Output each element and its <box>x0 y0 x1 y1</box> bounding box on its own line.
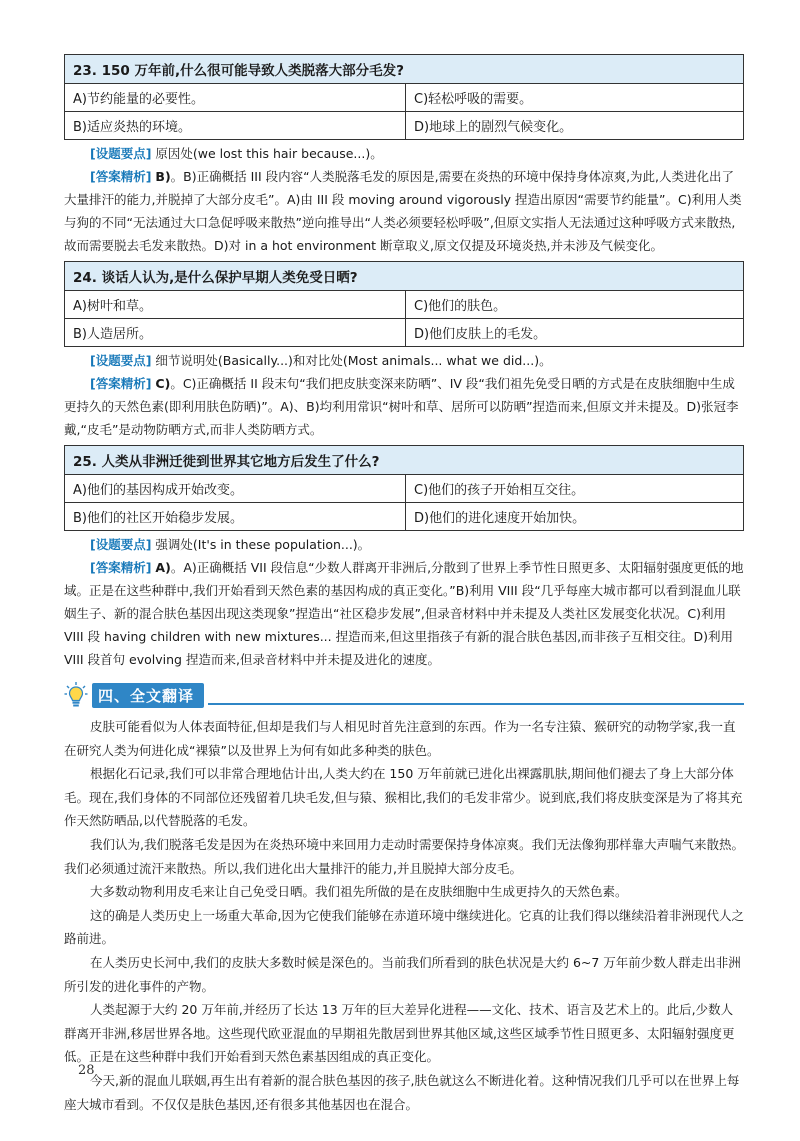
analysis-text: 。C)正确概括 II 段末句“我们把皮肤变深来防晒”、IV 段“我们祖先免受日晒的方式是在皮肤细胞中生成更持久的天然色素(即利用肤色防晒)”。A)、B)均利用常识“树叶和草、居所可以防晒”捏造而来,但原文并未提及。D)张冠李戴,“皮毛”是动物防晒方式,而非人类防晒方式。 <box>64 376 739 437</box>
analysis-answer: B) <box>155 169 171 184</box>
analysis-text: 。A)正确概括 VII 段信息“少数人群离开非洲后,分散到了世界上季节性日照更多、太阳辐射强度更低的地域。正是在这些种群中,我们开始看到天然色素的基因构成的真正变化。”B)利用 VIII 段“几乎每座大城市都可以看到混血儿联姻生子、新的混合肤色基因出现这类现象”捏造出“社区稳步发展”,但录音材料中并未提及人类社区发展变化状况。C)利用 VIII 段 having children with new mixtures... 捏造而来,但这里指孩子有新的混合肤色基因,而非孩子互相交往。D)利用 VIII 段首句 evolving 捏造而来,但录音材料中并未提及进化的速度。 <box>64 560 744 667</box>
section-divider <box>208 703 744 705</box>
question-24-title: 24. 谈话人认为,是什么保护早期人类免受日晒? <box>65 262 744 291</box>
analysis-answer: C) <box>155 376 171 391</box>
question-25-title: 25. 人类从非洲迁徙到世界其它地方后发生了什么? <box>65 446 744 475</box>
page-number: 28 <box>78 1063 95 1078</box>
translation-paragraph: 皮肤可能看似为人体表面特征,但却是我们与人相见时首先注意到的东西。作为一名专注猿、猴研究的动物学家,我一直在研究人类为何进化成“裸猿”以及世界上为何有如此多种类的肤色。 <box>64 719 736 758</box>
translation-paragraph: 大多数动物利用皮毛来让自己免受日晒。我们祖先所做的是在皮肤细胞中生成更持久的天然色素。 <box>90 884 628 900</box>
translation-paragraph: 人类起源于大约 20 万年前,并经历了长达 13 万年的巨大差异化进程——文化、技术、语言及艺术上的。此后,少数人群离开非洲,移居世界各地。这些现代欧亚混血的早期祖先散居到世界其他区域,这些区域季节性日照更多、太阳辐射强度更低。正是在这些种群中我们开始看到天然色素基因组成的真正变化。 <box>64 1002 735 1065</box>
analysis-answer: A) <box>155 560 171 575</box>
section-header <box>64 681 744 709</box>
option-d: D)地球上的剧烈气候变化。 <box>406 112 744 140</box>
point-label: [设题要点] <box>90 353 152 368</box>
translation-body <box>64 715 744 1116</box>
translation-paragraph: 我们认为,我们脱落毛发是因为在炎热环境中来回用力走动时需要保持身体凉爽。我们无法像狗那样靠大声喘气来散热。我们必须通过流汗来散热。所以,我们进化出大量排汗的能力,并且脱掉大部分皮毛。 <box>64 836 744 876</box>
analysis-text: 。B)正确概括 III 段内容“人类脱落毛发的原因是,需要在炎热的环境中保持身体凉爽,为此,人类进化出了大量排汗的能力,并脱掉了大部分皮毛”。A)由 III 段 moving around vigorously 捏造出原因“需要节约能量”。C)利用人类与狗的不同“无法通过大口急促呼吸来散热”逆向推导出“人类必须要轻松呼吸”,但原文实指人无法通过这种呼吸方式来散热,故而需要脱去毛发来散热。D)对 in a hot environment 断章取义,原文仅提及环境炎热,并未涉及气候变化。 <box>64 169 742 253</box>
question-23-title: 23. 150 万年前,什么很可能导致人类脱落大部分毛发? <box>65 55 744 84</box>
analysis-label: [答案精析] <box>90 376 152 391</box>
analysis-label: [答案精析] <box>90 560 152 575</box>
option-a: A)他们的基因构成开始改变。 <box>65 475 406 503</box>
question-23-table <box>64 54 744 140</box>
lightbulb-icon <box>64 681 88 709</box>
translation-paragraph: 根据化石记录,我们可以非常合理地估计出,人类大约在 150 万年前就已进化出裸露肌肤,期间他们褪去了身上大部分体毛。现在,我们身体的不同部位还残留着几块毛发,但与猿、猴相比,我们的毛发非常少。说到底,我们将皮肤变深是为了将其充作天然防晒品,以代替脱落的毛发。 <box>64 766 743 829</box>
option-c: C)轻松呼吸的需要。 <box>406 84 744 112</box>
option-c: C)他们的肤色。 <box>406 291 744 319</box>
option-c: C)他们的孩子开始相互交往。 <box>406 475 744 503</box>
option-b: B)适应炎热的环境。 <box>65 112 406 140</box>
translation-paragraph: 这的确是人类历史上一场重大革命,因为它使我们能够在赤道环境中继续进化。它真的让我们得以继续沿着非洲现代人之路前进。 <box>64 907 744 947</box>
question-24-table <box>64 261 744 347</box>
question-24-explanation <box>64 349 744 441</box>
question-23-explanation <box>64 142 744 257</box>
analysis-label: [答案精析] <box>90 169 152 184</box>
translation-paragraph: 在人类历史长河中,我们的皮肤大多数时候是深色的。当前我们所看到的肤色状况是大约 6~7 万年前少数人群走出非洲所引发的进化事件的产物。 <box>64 954 741 994</box>
point-label: [设题要点] <box>90 537 152 552</box>
option-b: B)人造居所。 <box>65 319 406 347</box>
option-d: D)他们皮肤上的毛发。 <box>406 319 744 347</box>
point-label: [设题要点] <box>90 146 152 161</box>
point-text: 细节说明处(Basically...)和对比处(Most animals... what we did...)。 <box>155 353 552 368</box>
option-a: A)树叶和草。 <box>65 291 406 319</box>
option-d: D)他们的进化速度开始加快。 <box>406 503 744 531</box>
option-b: B)他们的社区开始稳步发展。 <box>65 503 406 531</box>
question-25-table <box>64 445 744 531</box>
option-a: A)节约能量的必要性。 <box>65 84 406 112</box>
translation-paragraph: 今天,新的混血儿联姻,再生出有着新的混合肤色基因的孩子,肤色就这么不断进化着。这种情况我们几乎可以在世界上每座大城市看到。不仅仅是肤色基因,还有很多其他基因也在混合。 <box>64 1072 740 1112</box>
page-content <box>64 52 744 1116</box>
point-text: 强调处(It's in these population...)。 <box>155 537 371 552</box>
point-text: 原因处(we lost this hair because...)。 <box>155 146 383 161</box>
section-title: 四、全文翻译 <box>92 683 204 708</box>
question-25-explanation <box>64 533 744 671</box>
